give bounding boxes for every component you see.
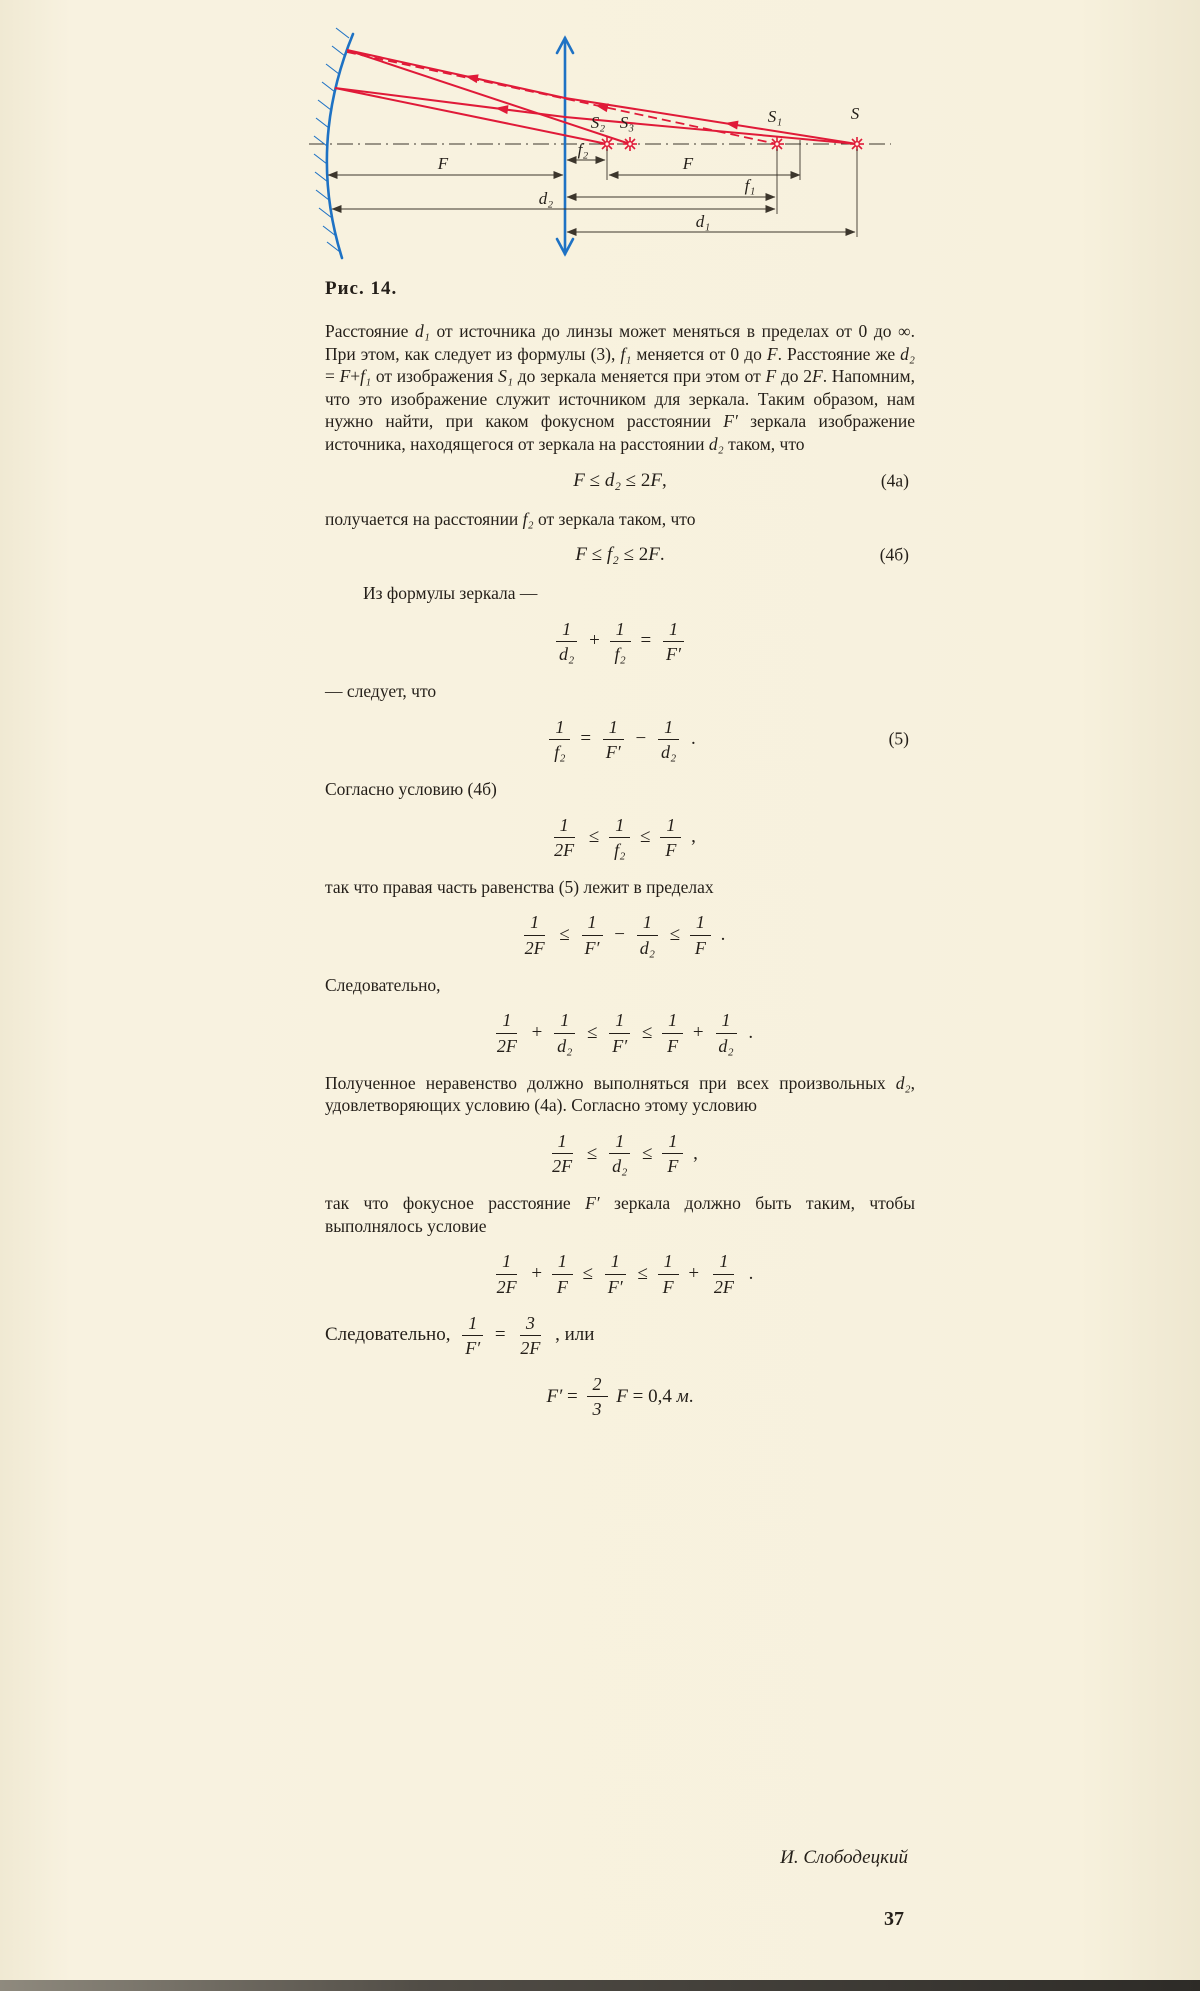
text-run: − <box>630 728 651 750</box>
fraction: $\frac{3}{2F}$ <box>520 1312 541 1358</box>
equation-mirror-formula <box>325 619 915 664</box>
text-run: , <box>686 826 696 848</box>
text-run: ≤ <box>582 1022 603 1044</box>
text-run: d₂ <box>604 469 621 491</box>
paragraph-2 <box>325 508 915 531</box>
fraction: $\frac{1}{F'}$ <box>579 912 606 957</box>
fraction: $\frac{1}{2F}$ <box>552 1130 573 1177</box>
fraction: $\frac{1}{2F}$ <box>496 1010 517 1056</box>
text-run: d₁ <box>415 321 430 341</box>
equation-number: (4а) <box>880 470 909 491</box>
text-run: от изображения <box>371 366 499 387</box>
text-run: так что фокусное расстояние <box>325 1193 586 1214</box>
text-run: ≤ <box>637 1142 658 1164</box>
label-f2: f₂ <box>577 140 589 159</box>
text-run: F′ <box>585 1193 600 1214</box>
equation-consequence-body <box>487 1010 753 1055</box>
label-S1: S₁ <box>767 107 783 126</box>
text-run: так что правая часть равенства (5) лежит в пределах <box>325 876 714 897</box>
equation-final-condition <box>325 1251 915 1296</box>
fraction: $\frac{1}{F}$ <box>551 1251 574 1296</box>
fraction: $\frac{1}{2F}$ <box>713 1251 734 1297</box>
equation-5 <box>325 717 915 762</box>
text-run: Полученное неравенство должно выполняться при всех произвольных <box>325 1072 896 1093</box>
equation-result-body <box>547 1374 694 1419</box>
text-run: от зеркала таком, что <box>533 508 696 529</box>
text-run: F′ <box>546 1385 563 1407</box>
text-run: f₁ <box>360 366 372 387</box>
equation-5-body <box>544 717 695 762</box>
fraction: $\frac{1}{\text{d₂}}$ <box>606 1131 633 1176</box>
paragraph-5 <box>325 778 915 801</box>
point-S2 <box>600 137 614 151</box>
text-run: d₂ <box>895 1072 911 1093</box>
equation-condition-4b-body <box>544 815 696 860</box>
label-d2: d₂ <box>538 189 554 208</box>
equation-4a <box>325 466 915 496</box>
dimension-lines <box>328 160 855 232</box>
text-run: меняется от 0 до <box>631 343 767 364</box>
text-run: F <box>648 544 660 566</box>
fraction: $\frac{1}{\text{d₂}}$ <box>553 619 580 664</box>
text-run: = <box>635 630 657 652</box>
text-run: ≤ <box>584 826 605 848</box>
fraction: $\frac{1}{F}$ <box>689 912 712 957</box>
text-run: f₂ <box>606 544 619 566</box>
text-run: Следовательно, <box>325 974 441 995</box>
equation-4a-body <box>573 470 666 492</box>
label-F-left: F <box>437 154 449 173</box>
paragraph-6 <box>325 876 915 899</box>
equation-condition-4a-body <box>542 1131 698 1176</box>
fraction: $\frac{1}{F'}$ <box>660 619 687 664</box>
label-f1: f₁ <box>744 176 756 195</box>
fraction: $\frac{1}{F'}$ <box>606 1010 633 1055</box>
text-run: ≤ <box>582 1142 603 1164</box>
page-number: 37 <box>884 1908 904 1930</box>
equation-number: (4б) <box>879 544 909 565</box>
text-run: ≤ <box>635 826 656 848</box>
fraction: $\frac{1}{F'}$ <box>600 717 627 762</box>
label-S3: S₃ <box>619 113 635 132</box>
fraction: $\frac{1}{2F}$ <box>496 1251 517 1297</box>
equation-bounds-body <box>515 912 726 957</box>
text-run: d₂ <box>900 343 916 364</box>
text-run: − <box>609 924 630 946</box>
fraction: $\frac{1}{2F}$ <box>554 814 575 860</box>
point-S <box>850 137 864 151</box>
text-run: = <box>575 728 596 750</box>
text-run: , или <box>550 1324 595 1346</box>
point-S3 <box>623 137 637 151</box>
equation-bounds <box>325 912 915 957</box>
lens <box>557 38 573 254</box>
fraction: $\frac{1}{\text{f₂}}$ <box>609 619 632 664</box>
text-run: , удовлетворяющих условию (4а). Согласно этому условию <box>325 1072 920 1116</box>
fraction: $\frac{1}{\text{f₂}}$ <box>608 815 631 860</box>
text-run: Следовательно, <box>325 1324 456 1346</box>
text-run: . <box>743 1022 754 1044</box>
text-run: F <box>573 469 585 491</box>
text-run: S₁ <box>498 366 513 387</box>
text-run: + <box>683 1263 704 1285</box>
equation-4b <box>325 540 915 570</box>
text-run: + <box>584 630 605 652</box>
text-run: d₂ <box>708 433 724 454</box>
fraction: $\frac{1}{\text{d₂}}$ <box>655 717 682 762</box>
fraction: $\frac{1}{\text{f₂}}$ <box>548 717 571 762</box>
text-run: ≤ <box>554 924 575 946</box>
text-run: получается на расстоянии <box>325 508 523 529</box>
text-run: . <box>715 924 726 946</box>
author-signature: И. Слободецкий <box>780 1847 908 1868</box>
text-run: до 2 <box>776 366 812 387</box>
text-column <box>325 278 920 1435</box>
text-run: ≤ <box>664 924 685 946</box>
reflected-ray-upper <box>347 50 630 144</box>
fraction: $\frac{2}{3}$ <box>587 1374 608 1419</box>
fraction: $\frac{1}{\text{d₂}}$ <box>634 912 661 957</box>
equation-4b-body <box>575 544 664 566</box>
text-run: F <box>611 1385 628 1407</box>
text-run: зеркала должно быть таким, чтобы выполнялось условие <box>325 1193 920 1236</box>
fraction: $\frac{1}{\text{d₂}}$ <box>712 1010 739 1055</box>
text-run: зеркала изображение источника, находящегося от зеркала на расстоянии <box>325 411 920 454</box>
text-run: + <box>526 1263 547 1285</box>
fraction: $\frac{1}{\text{d₂}}$ <box>551 1010 578 1055</box>
text-run: F′ <box>723 411 738 432</box>
paragraph-8 <box>325 1072 920 1117</box>
text-run: Согласно условию (4б) <box>325 778 497 799</box>
text-run: f₁ <box>620 343 632 364</box>
text-run: от источника до линзы может меняться в пределах от 0 до ∞. При этом, как следует из формулы (3), <box>325 321 920 364</box>
text-run: F <box>766 343 778 364</box>
text-run: . <box>686 728 696 750</box>
equation-mirror-body <box>549 619 691 664</box>
text-run: + <box>688 1022 709 1044</box>
equation-consequence <box>325 1010 915 1055</box>
text-run: = <box>562 1385 583 1407</box>
reference-ticks <box>607 140 857 237</box>
text-run: м <box>676 1385 689 1407</box>
text-run: ≤ 2 <box>618 544 649 566</box>
text-run: ≤ 2 <box>620 469 651 491</box>
text-run: , <box>661 469 667 491</box>
text-run: Расстояние <box>325 321 416 341</box>
equation-condition-4a <box>325 1131 915 1176</box>
text-run: . <box>688 1385 694 1407</box>
text-run: = <box>325 343 920 387</box>
fraction: $\frac{1}{F}$ <box>661 1131 684 1176</box>
text-run: F <box>812 366 823 387</box>
text-run: . <box>659 544 665 566</box>
text-run: — следует, что <box>325 681 437 702</box>
text-run: ≤ <box>637 1022 658 1044</box>
scan-bottom-edge <box>0 1980 1200 1991</box>
text-run: . Напомним, что это изображение служит источником для зеркала. Таким образом, нам нужно найти, при каком фокусном расстоянии <box>325 366 920 432</box>
ray-arrow-icon <box>464 72 479 84</box>
fraction: $\frac{1}{F}$ <box>661 1010 684 1055</box>
label-S2: S₂ <box>590 113 606 132</box>
text-run: . <box>743 1263 754 1285</box>
equation-number: (5) <box>888 728 909 749</box>
paragraph-3 <box>325 582 915 605</box>
fraction: $\frac{1}{F'}$ <box>602 1251 629 1296</box>
text-run: Из формулы зеркала — <box>363 583 538 604</box>
figure-14-diagram <box>295 22 905 274</box>
paragraph-7 <box>325 974 915 997</box>
text-run: = 0,4 <box>627 1385 677 1407</box>
text-run: f₂ <box>522 508 534 529</box>
text-run: = <box>490 1324 511 1346</box>
label-F-right: F <box>682 154 694 173</box>
fraction: $\frac{1}{F}$ <box>657 1251 680 1296</box>
text-run: до зеркала меняется при этом от <box>513 366 766 387</box>
point-S1 <box>770 137 784 151</box>
text-run: таком, что <box>723 433 805 454</box>
text-run: F <box>765 366 777 387</box>
text-run: ≤ <box>586 544 607 566</box>
text-run: + <box>526 1022 548 1044</box>
equation-condition-4b <box>325 815 915 860</box>
text-run: ≤ <box>577 1263 598 1285</box>
text-run: F <box>575 544 587 566</box>
fraction: $\frac{1}{2F}$ <box>524 912 545 958</box>
equation-result <box>325 1374 915 1419</box>
text-run: F <box>339 366 351 387</box>
paragraph-4 <box>325 680 915 703</box>
text-run: + <box>350 366 361 387</box>
text-run: , <box>688 1142 698 1164</box>
fraction: $\frac{1}{F}$ <box>659 815 682 860</box>
equation-therefore-body <box>325 1313 594 1358</box>
figure-caption: Рис. 14. <box>325 278 398 299</box>
equation-therefore <box>325 1313 915 1358</box>
equation-final-condition-body <box>487 1251 754 1296</box>
paragraph-9 <box>325 1192 920 1237</box>
paragraph-1 <box>325 320 920 456</box>
text-run: F <box>650 469 662 491</box>
text-run: ≤ <box>632 1263 653 1285</box>
label-d1: d₁ <box>695 212 711 231</box>
label-S: S <box>850 104 860 123</box>
text-run: . Расстояние же <box>777 343 901 364</box>
fraction: $\frac{1}{F'}$ <box>459 1313 486 1358</box>
text-run: ≤ <box>584 469 605 491</box>
